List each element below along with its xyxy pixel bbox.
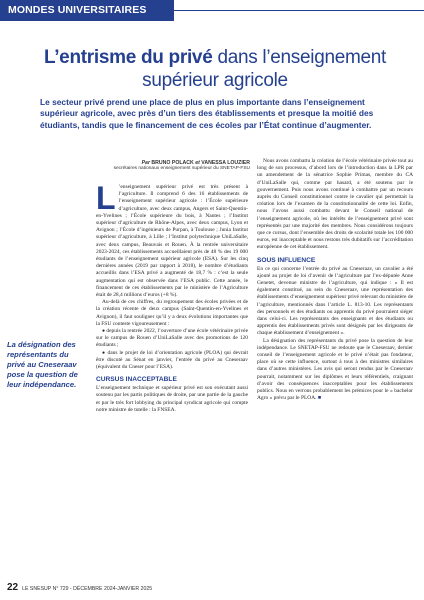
paragraph-text: La désignation des représentants du privé pose la question de leur indépendance. Le SNETAP-FSU ne redoute que le Cneseraav, dernier conseil de l’enseignement agricole et le privé n’était pas fondateur, place où se cette influence, surtout à tous à des ministres similaires dans d’autres ministères. Les avis qui seront rendus par le Cneseraav pourrait, notamment sur les diplômes et leurs référentiels, craignant d’avoir des conséquences inacceptables pour les établissements publics. Nous en verrons probablement les prémices pour le « bachelor Agro » prévu par le PLOA. [257, 337, 413, 402]
byline-roles: secrétaires nationaux enseignement supérieur du SNETAP-FSU [113, 166, 250, 171]
issue-info: LE SNESUP N° 729 - DÉCEMBRE 2024-JANVIER 2025 [22, 586, 153, 592]
paragraph [96, 180, 248, 299]
paragraph: Au-delà de ces chiffres, du regroupement des écoles privées et de la création récente de deux campus (Saint-Quentin-en-Yvelines et Avignon), il faut souligner qu’il y a deux évolutions importantes que la FSU conteste vigoureusement : [96, 299, 248, 327]
paragraph: L’enseignement technique et supérieur privé est son exécutant aussi soutenu par les partis politiques de droite, par une partie de la gauche et par le très fort lobbying du principal syndicat agricole qui compte notre ministre de tutelle : la FNSEA. [96, 385, 248, 413]
subheading: CURSUS INACCEPTABLE [96, 376, 177, 384]
page-number: 22 [7, 582, 19, 593]
pull-quote: La désignation des représentants du privé au Cneseraav pose la question de leur indépendance. [7, 340, 78, 389]
byline-author-1: BRUNO POLACK [151, 160, 194, 166]
bullet-item: ● dans le projet de loi d’orientation agricole (PLOA) qui devrait être discuté au Sénat en janvier, l’entrée du privé au Cneseraav (équivalent du Cneser pour l’ESA). [96, 350, 248, 372]
article-title-block [20, 46, 410, 92]
rubric-rule [174, 10, 424, 11]
byline-and: et [193, 160, 202, 166]
article-title-bold: L’entrisme du privé [43, 47, 213, 68]
page-footer [7, 582, 152, 593]
paragraph-text: ’enseignement supérieur privé est très présent à l’agriculture. Il comprend 6 des 16 établissements de l’enseignement supérieur agricole : l’École supérieure d’agriculture, avec deux campus, Angers et Saint-Quentin-en-Yvelines ; l’École supérieure du bois, à Nantes ; l’Institut supérieur d’agriculture de Rhône-Alpes, avec deux campus, Lyon et Avignon ; l’École d’ingénieurs de Purpan, à Toulouse ; Junia Institut supérieur d’agriculture, à Lille ; l’Institut polytechnique UniLaSalle, avec deux campus, Beauvais et Rouen. À la rentrée universitaire 2023-2024, ces établissements accueillaient près de 48 % des 19 000 étudiants de l’enseignement supérieur agricole (ESA). Sur les cinq dernières années (2019 par rapport à 2018), le nombre d’étudiants accueillis dans l’ESA privé a augmenté de 18,7 % : c’est la seule augmentation qui est observée dans l’ESA public. Cette année, le financement de ces établissements par le ministère de l’Agriculture était de 28,4 millions d’euros (+8 %). [96, 184, 248, 299]
section-rubric: MONDES UNIVERSITAIRES [0, 0, 174, 21]
bullet-item: ● depuis la rentrée 2022, l’ouverture d’une école vétérinaire privée sur le campus de Rouen d’UniLaSalle avec des promotions de 120 étudiants ; [96, 328, 248, 350]
end-mark: ■ [317, 395, 322, 402]
article-lead: Le secteur privé prend une place de plus en plus importante dans l’enseignement supérieur agricole, avec près d’un tiers des établissements et presque la moitié des étudiants, tandis que le financement de ces écoles par l’État continue d’augmenter. [40, 97, 374, 130]
byline-author-2: VANESSA LOUZIER [201, 160, 250, 166]
byline-prefix: Par [141, 160, 152, 166]
drop-cap: L [96, 180, 116, 216]
paragraph [257, 338, 413, 403]
article-column-2 [257, 158, 413, 403]
article-column-1 [96, 180, 248, 414]
byline [92, 160, 250, 172]
paragraph: En ce qui concerne l’entrée du privé au Cneseraav, un cavalier a été ajouté au projet de loi d’avenir de l’agriculture par l’ex-députée Anne Genetet, devenue ministre de l’agriculture, qui indique : « Il est également constitué, au sein du Cneseraav, une représentation des établissements d’enseignement supérieur privé relevant du ministère de l’agriculture, mentionnés dans l’article L. 813-10. Les représentants des personnels et des étudiants ou apprentis du privé pourraient siéger dans celui-ci. Les représentants des enseignants et des étudiants ou apprentis des établissements privés sont désignés par les dirigeants de chaque établissement d’enseignement ». [257, 265, 413, 337]
paragraph: Nous avons combattu la création de l’école vétérinaire privée tout au long de son processus, d’abord lors de l’introduction dans la LPR par un amendement de la sénatrice Sophie Primas, membre du CA d’UniLaSalle qui, comme par hasard, a été soutenu par le gouvernement. Puis nous avons continué à combattre par un recours auprès du Conseil constitutionnel contre le cavalier qui permettait la création lors de l’examen de la constitutionnalité de cette loi. Enfin, nous l’avons aussi combattu devant le Conseil national de l’enseignement agricole, où les intérêts de l’enseignement privé sont représentés par une majorité des membres. Nous considérons toujours que ce cursus, dont l’ensemble des droits de scolarité totale les 100 000 euros, est inacceptable et nous restons très dubitatifs sur l’accréditation européenne de cet établissement. [257, 158, 413, 251]
subheading: SOUS INFLUENCE [257, 256, 316, 264]
article-title-rest: dans l’enseignement supérieur agricole [142, 47, 387, 91]
article-title [20, 46, 410, 92]
